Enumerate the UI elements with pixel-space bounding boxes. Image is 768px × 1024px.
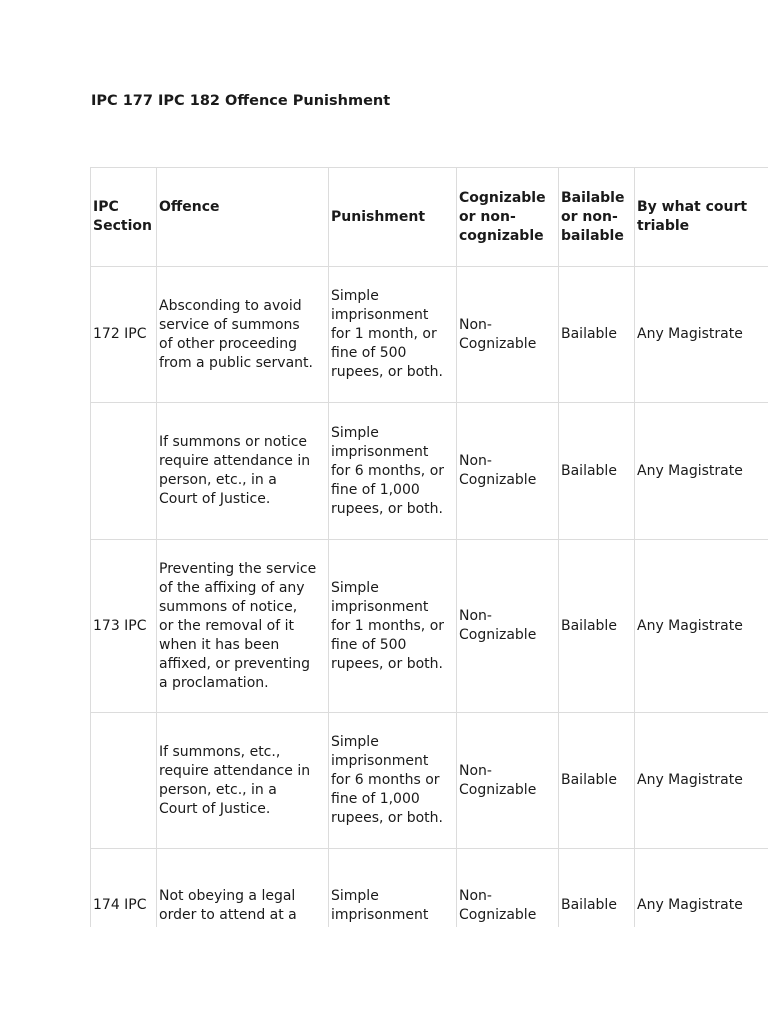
document-title: IPC 177 IPC 182 Offence Punishment (91, 93, 391, 109)
cell-bailable: Bailable (559, 849, 635, 928)
header-court (635, 168, 768, 267)
cell-section (91, 713, 157, 849)
header-line: or non- (561, 208, 618, 225)
offence-line: Court of Justice. (159, 491, 271, 507)
header-ipc-section (91, 168, 157, 267)
cognizable-line: Non- (459, 762, 492, 779)
punishment-line: rupees, or both. (331, 500, 443, 517)
cognizable-line: Cognizable (459, 907, 537, 923)
header-line: Bailable (561, 189, 625, 206)
offence-line: from a public servant. (159, 354, 313, 371)
punishment-line: for 6 months, or (331, 462, 445, 479)
table-row (91, 403, 768, 540)
punishment-line: Simple (331, 888, 379, 904)
punishment-line: Simple (331, 424, 379, 441)
punishment-line: for 6 months or (331, 772, 440, 788)
cell-court: Any Magistrate (635, 849, 768, 928)
cell-section: 173 IPC (91, 540, 157, 713)
header-line: Section (93, 218, 152, 234)
punishment-line: for 1 month, or (331, 326, 437, 342)
punishment-line: imprisonment (331, 907, 429, 923)
cell-offence (157, 403, 329, 540)
cell-punishment (329, 849, 457, 928)
cell-court: Any Magistrate (635, 540, 768, 713)
cell-cognizable (457, 267, 559, 403)
cell-section: 174 IPC (91, 849, 157, 928)
cell-section (91, 403, 157, 540)
offence-line: summons of notice, (159, 598, 298, 615)
punishment-line: fine of 500 (331, 345, 407, 361)
cell-offence (157, 713, 329, 849)
cell-court: Any Magistrate (635, 403, 768, 540)
offence-line: person, etc., in a (159, 472, 277, 488)
cognizable-line: Non- (459, 316, 492, 333)
table-row (91, 849, 768, 928)
punishment-line: rupees, or both. (331, 364, 443, 380)
punishment-line: Simple (331, 579, 379, 596)
header-line: bailable (561, 227, 624, 244)
punishment-line: rupees, or both. (331, 810, 443, 826)
cognizable-line: Cognizable (459, 472, 537, 488)
header-line: triable (637, 218, 690, 234)
cell-bailable: Bailable (559, 403, 635, 540)
header-line: By what court (637, 199, 748, 215)
cell-court: Any Magistrate (635, 713, 768, 849)
punishment-line: imprisonment (331, 753, 429, 769)
cell-bailable: Bailable (559, 267, 635, 403)
cell-offence (157, 849, 329, 928)
cell-punishment (329, 403, 457, 540)
offence-line: Preventing the service (159, 560, 317, 577)
header-punishment (329, 168, 457, 267)
header-line: Cognizable (459, 189, 546, 206)
header-cognizable (457, 168, 559, 267)
cell-section: 172 IPC (91, 267, 157, 403)
cell-punishment (329, 540, 457, 713)
offence-line: when it has been (159, 636, 280, 653)
header-bailable (559, 168, 635, 267)
punishment-line: fine of 1,000 (331, 791, 420, 807)
table-row (91, 267, 768, 403)
ipc-offence-table (90, 167, 768, 927)
offence-line: require attendance in (159, 453, 311, 469)
offence-line: require attendance in (159, 762, 311, 779)
punishment-line: imprisonment (331, 443, 429, 460)
header-line: cognizable (459, 227, 544, 244)
cell-bailable: Bailable (559, 540, 635, 713)
cell-punishment (329, 267, 457, 403)
offence-line: If summons, etc., (159, 743, 281, 760)
punishment-line: fine of 500 (331, 636, 407, 653)
punishment-line: Simple (331, 288, 379, 304)
ipc-table-container (90, 167, 768, 927)
punishment-line: for 1 months, or (331, 617, 445, 634)
punishment-line: fine of 1,000 (331, 481, 420, 498)
offence-line: affixed, or preventing (159, 655, 310, 672)
offence-line: Absconding to avoid (159, 297, 302, 314)
cognizable-line: Non- (459, 453, 492, 469)
offence-line: Not obeying a legal (159, 888, 296, 904)
punishment-line: imprisonment (331, 598, 429, 615)
cognizable-line: Non- (459, 608, 492, 624)
offence-line: If summons or notice (159, 434, 308, 450)
cell-punishment (329, 713, 457, 849)
offence-line: a proclamation. (159, 674, 269, 691)
table-header-row (91, 168, 768, 267)
header-line: Offence (159, 198, 220, 215)
header-line: Punishment (331, 208, 426, 225)
header-line: or non- (459, 208, 516, 225)
cognizable-line: Cognizable (459, 335, 537, 352)
offence-line: service of summons (159, 316, 300, 333)
cell-offence (157, 267, 329, 403)
table-row (91, 540, 768, 713)
cognizable-line: Cognizable (459, 781, 537, 798)
header-offence (157, 168, 329, 267)
offence-line: of the affixing of any (159, 579, 305, 596)
cell-cognizable (457, 713, 559, 849)
offence-line: of other proceeding (159, 335, 298, 352)
cell-offence (157, 540, 329, 713)
cognizable-line: Non- (459, 888, 492, 904)
cell-bailable: Bailable (559, 713, 635, 849)
punishment-line: rupees, or both. (331, 655, 443, 672)
table-row (91, 713, 768, 849)
header-line: IPC (93, 199, 119, 215)
cell-cognizable (457, 849, 559, 928)
punishment-line: imprisonment (331, 307, 429, 323)
offence-line: order to attend at a (159, 907, 297, 923)
cognizable-line: Cognizable (459, 627, 537, 643)
offence-line: Court of Justice. (159, 800, 271, 817)
cell-court: Any Magistrate (635, 267, 768, 403)
punishment-line: Simple (331, 734, 379, 750)
cell-cognizable (457, 540, 559, 713)
cell-cognizable (457, 403, 559, 540)
offence-line: person, etc., in a (159, 781, 277, 798)
offence-line: or the removal of it (159, 617, 294, 634)
